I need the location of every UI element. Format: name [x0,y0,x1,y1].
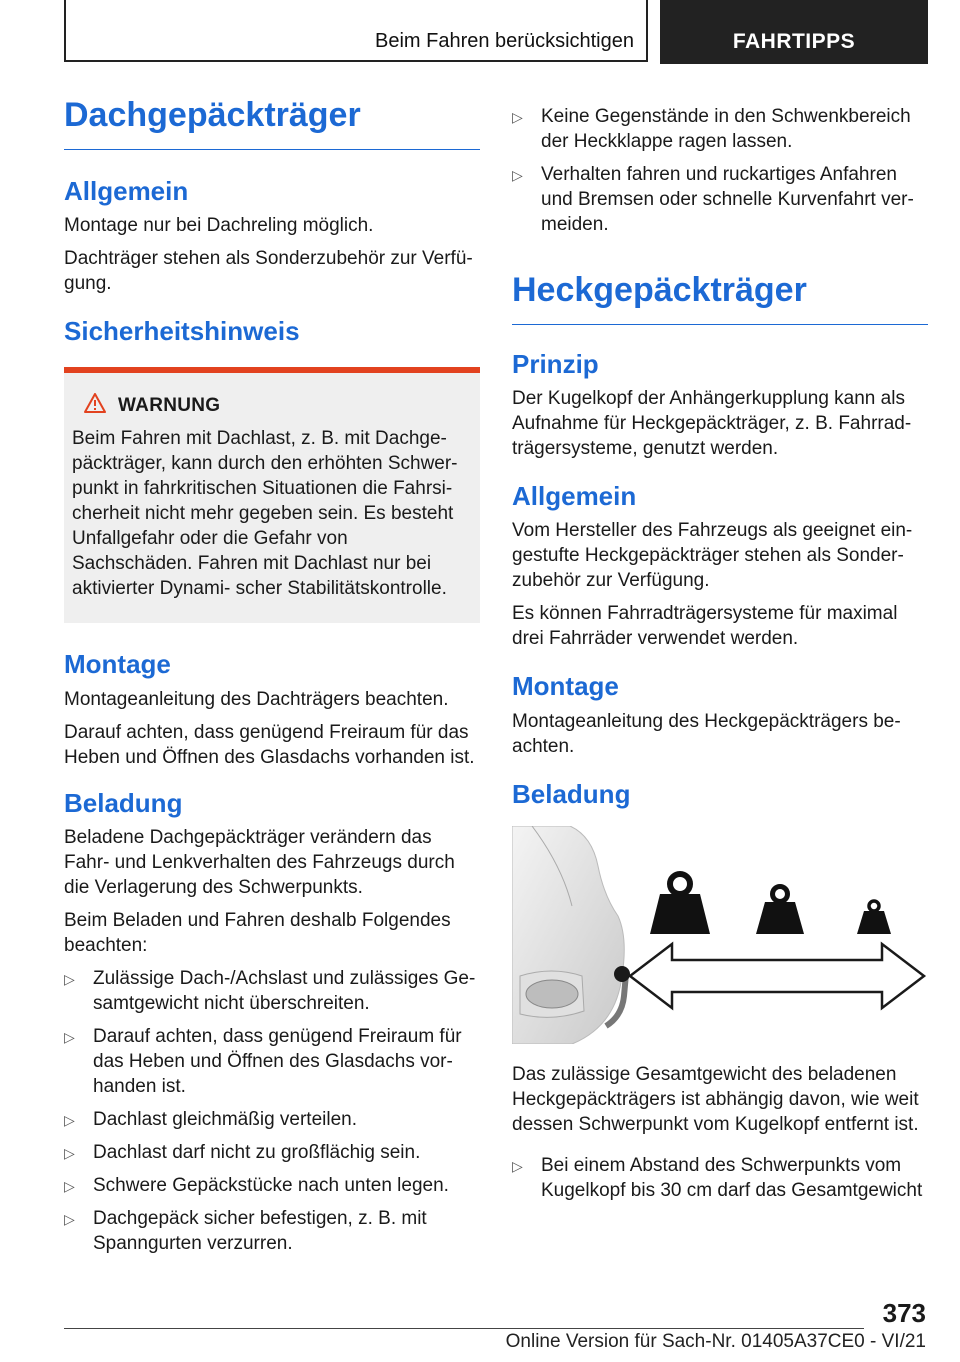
paragraph: Es können Fahrradträgersysteme für maximal drei Fahrräder verwendet werden. [512,603,898,650]
paragraph: Dachträger stehen als Sonderzubehör zur Verfü- gung. [64,248,473,295]
section-title-heckgepaecktraeger: Heckgepäckträger [512,271,928,325]
header-chapter-box [660,0,928,64]
paragraph: Beim Beladen und Fahren deshalb Folgendes beachten: [64,909,451,956]
bullet-list [64,966,480,1256]
triangle-right-icon: ▷ [64,1111,75,1128]
list-item [64,1024,480,1099]
paragraph: Montage nur bei Dachreling möglich. [64,215,374,237]
section-title-dachgepaecktraeger: Dachgepäckträger [64,96,480,150]
footer-version-text: Online Version für Sach-Nr. 01405A37CE0 - VI/21 [505,1331,926,1352]
paragraph: Das zulässige Gesamtgewicht des beladenen Heckgepäckträgers ist abhängig davon, wie weit dessen Schwerpunkt vom Kugelkopf entfernt ist. [512,1063,919,1135]
header-section-title: Beim Fahren berücksichtigen [374,30,634,52]
warning-header [84,393,472,418]
paragraph: Montageanleitung des Dachträgers beachten. [64,688,449,710]
triangle-right-icon: ▷ [64,1028,75,1045]
paragraph: Beladene Dachgepäckträger verändern das Fahr- und Lenkverhalten des Fahrzeugs durch die Verlagerung des Schwerpunkts. [64,826,455,898]
triangle-right-icon: ▷ [512,1157,523,1174]
warning-text: Beim Fahren mit Dachlast, z. B. mit Dachge- päckträger, kann durch den erhöhten Schwer- punkt in fahrkritischen Situationen die Fahrsi- cherheit nicht mehr gegeben sein. Es besteht Unfallgefahr oder die Gefahr von Sachschäden. Fahren mit Dachlast nur bei aktivierter Dynami- scher Stabilitätskontrolle. [72,428,458,600]
heading-allgemein: Allgemein [64,176,189,207]
page-number: 373 [882,1298,926,1328]
paragraph: Der Kugelkopf der Anhängerkupplung kann als Aufnahme für Heckgepäckträger, z. B. Fahrrad- trägersysteme, genutzt werden. [512,388,912,460]
warning-triangle-icon [84,393,106,418]
left-column [64,96,480,1264]
heading-montage: Montage [64,649,171,680]
list-item-text: Zulässige Dach-/Achslast und zulässiges Ge- samtgewicht nicht überschreiten. [93,967,476,1014]
paragraph: Montageanleitung des Heckgepäckträgers be- achten. [512,710,901,757]
list-item-text: Schwere Gepäckstücke nach unten legen. [93,1174,449,1196]
heading-allgemein: Allgemein [512,481,637,512]
warning-title: WARNUNG [118,394,221,416]
list-item-text: Bei einem Abstand des Schwerpunkts vom Kugelkopf bis 30 cm darf das Gesamtgewicht [541,1154,923,1201]
triangle-right-icon: ▷ [64,1144,75,1161]
list-item [64,966,480,1016]
triangle-right-icon: ▷ [512,167,523,183]
tow-hitch-load-illustration [512,826,928,1044]
list-item-text: Darauf achten, dass genügend Freiraum für das Heben und Öffnen des Glasdachs vor- handen ist. [93,1025,462,1097]
list-item [64,1107,480,1132]
list-item-text: Keine Gegenstände in den Schwenkbereich der Heckklappe ragen lassen. [541,106,911,152]
paragraph: Darauf achten, dass genügend Freiraum für das Heben und Öffnen des Glasdachs vorhanden ist. [64,721,475,768]
bullet-list [512,1153,928,1203]
list-item [64,1140,480,1165]
list-item [64,1173,480,1198]
list-item-text: Dachgepäck sicher befestigen, z. B. mit Spanngurten verzurren. [93,1207,427,1254]
heading-prinzip: Prinzip [512,349,599,380]
list-item-text: Dachlast darf nicht zu großflächig sein. [93,1141,421,1163]
right-column [512,104,928,1211]
triangle-right-icon: ▷ [64,1177,75,1194]
triangle-right-icon: ▷ [512,109,523,125]
header-chapter-title: FAHRTIPPS [732,30,856,53]
list-item-text: Dachlast gleichmäßig verteilen. [93,1108,358,1130]
list-item [64,1206,480,1256]
triangle-right-icon: ▷ [64,1210,75,1227]
list-item [512,162,928,237]
heading-beladung: Beladung [64,787,183,818]
bullet-list [512,104,928,237]
footer-divider [64,1328,864,1329]
paragraph: Vom Hersteller des Fahrzeugs als geeignet ein- gestufte Heckgepäckträger stehen als Sonder- zubehör zur Verfügung. [512,520,913,592]
heading-beladung: Beladung [512,778,631,809]
triangle-right-icon: ▷ [64,970,75,987]
heading-sicherheitshinweis: Sicherheitshinweis [64,316,300,347]
list-item [512,1153,928,1203]
warning-box [64,367,480,623]
header-section-box [64,0,648,62]
list-item [512,104,928,154]
list-item-text: Verhalten fahren und ruckartiges Anfahren und Bremsen oder schnelle Kurvenfahrt ver- meiden. [541,164,914,235]
heading-montage: Montage [512,671,619,702]
page-header [64,0,928,64]
